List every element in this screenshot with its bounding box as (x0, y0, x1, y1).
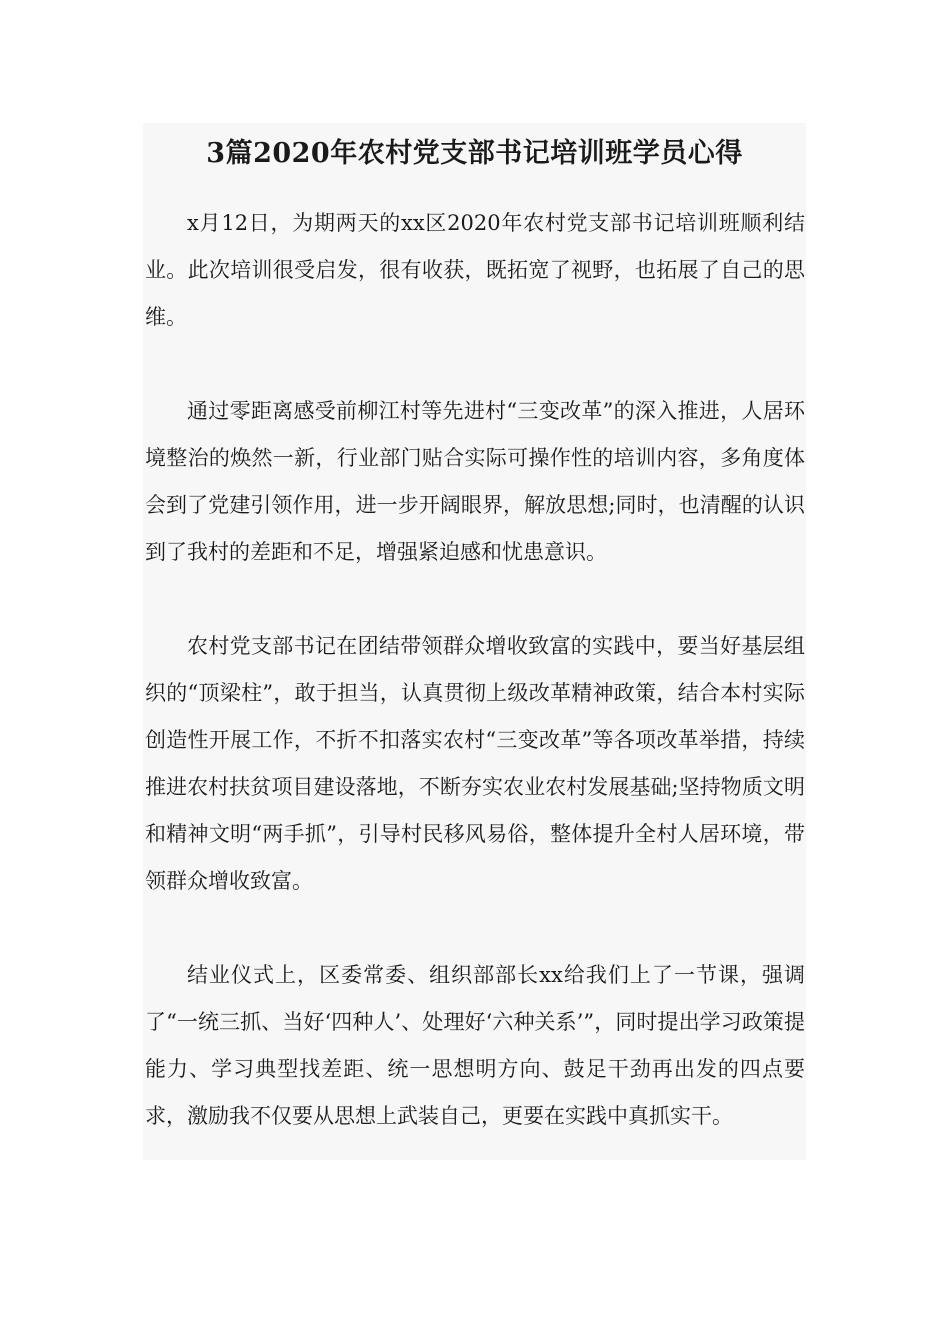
paragraph-4: 结业仪式上，区委常委、组织部部长xx给我们上了一节课，强调了“一统三抓、当好‘四种人’、处理好‘六种关系’”，同时提出学习政策提能力、学习典型找差距、统一思想明方向、鼓足干劲再出发的四点要求，激励我不仅要从思想上武装自己，更要在实践中真抓实干。 (145, 963, 805, 1128)
paragraph-1: x月12日，为期两天的xx区2020年农村党支部书记培训班顺利结业。此次培训很受启发，很有收获，既拓宽了视野，也拓展了自己的思维。 (145, 211, 805, 329)
paragraph-2: 通过零距离感受前柳江村等先进村“三变改革”的深入推进，人居环境整治的焕然一新，行业部门贴合实际可操作性的培训内容，多角度体会到了党建引领作用，进一步开阔眼界，解放思想;同时，也清醒的认识到了我村的差距和不足，增强紧迫感和忧患意识。 (145, 399, 805, 564)
document-title: 3篇2020年农村党支部书记培训班学员心得 (206, 138, 743, 169)
paragraph-3: 农村党支部书记在团结带领群众增收致富的实践中，要当好基层组织的“顶梁柱”，敢于担当，认真贯彻上级改革精神政策，结合本村实际创造性开展工作，不折不扣落实农村“三变改革”等各项改革举措，持续推进农村扶贫项目建设落地，不断夯实农业农村发展基础;坚持物质文明和精神文明“两手抓”，引导村民移风易俗，整体提升全村人居环境，带领群众增收致富。 (145, 634, 805, 893)
document-body (145, 200, 805, 1187)
